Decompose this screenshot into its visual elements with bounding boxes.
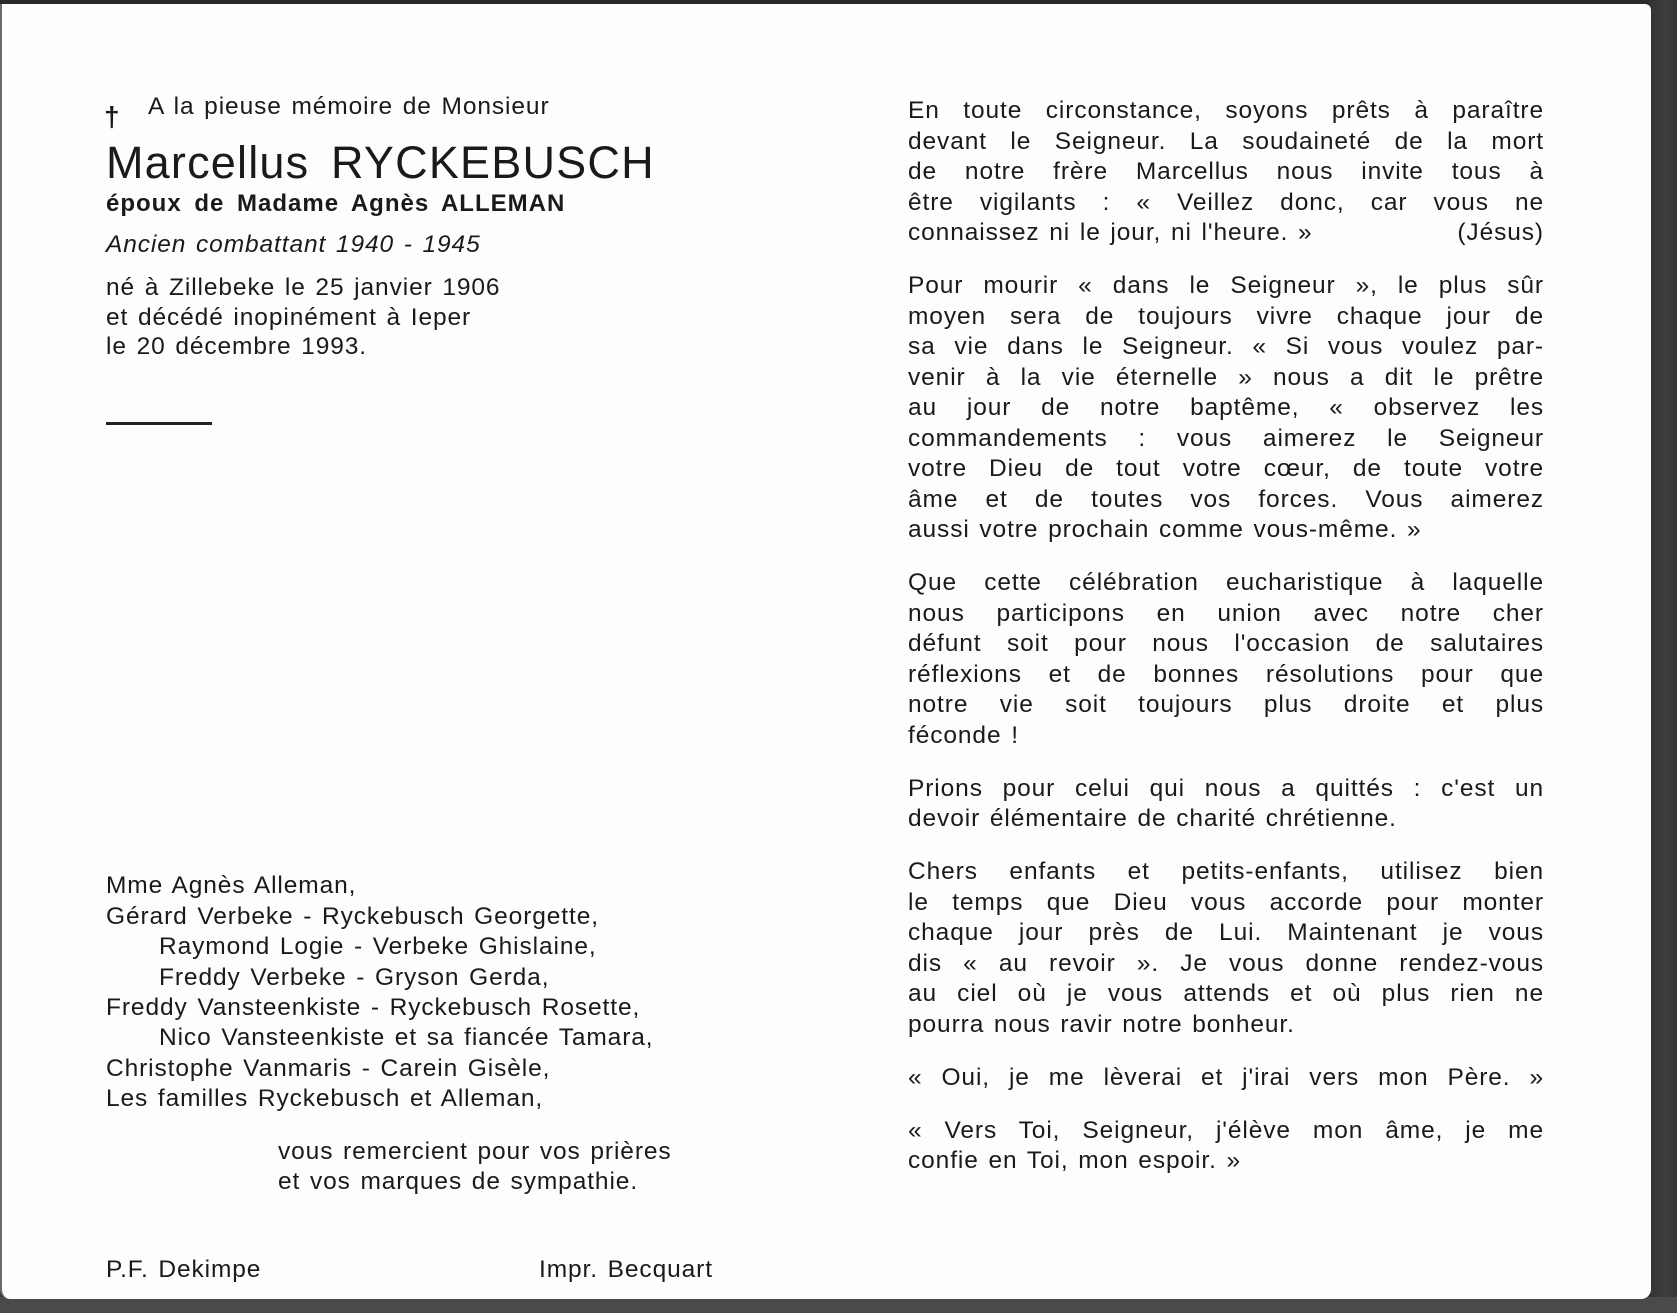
paragraph-last-line: pourra nous ravir notre bonheur. — [908, 1011, 1295, 1038]
family-line: Freddy Vansteenkiste - Ryckebusch Rosette, — [106, 994, 641, 1021]
family-line: Nico Vansteenkiste et sa fiancée Tamara, — [159, 1024, 654, 1051]
paragraph-line: dis « au revoir ». Je vous donne rendez-vous — [908, 950, 1544, 977]
paragraph-line: Prions pour celui qui nous a quittés : c'est un — [908, 775, 1544, 802]
divider-rule — [106, 422, 212, 425]
paragraph-line: sa vie dans le Seigneur. « Si vous voulez par- — [908, 333, 1544, 360]
deceased-name: Marcellus RYCKEBUSCH — [106, 137, 655, 188]
paragraph-line: de notre frère Marcellus nous invite tous à — [908, 158, 1544, 185]
paragraph-line: notre vie soit toujours plus droite et plus — [908, 691, 1544, 718]
quote-end-text: connaissez ni le jour, ni l'heure. » — [908, 219, 1313, 246]
intro-text: A la pieuse mémoire de Monsieur — [148, 93, 550, 120]
family-line: Mme Agnès Alleman, — [106, 872, 357, 899]
paragraph-line: être vigilants : « Veillez donc, car vous ne — [908, 189, 1544, 216]
death-line: et décédé inopinément à Ieper — [106, 304, 472, 331]
paragraph-last-line: « Oui, je me lèverai et j'irai vers mon Père. » — [908, 1064, 1544, 1091]
family-line: Les familles Ryckebusch et Alleman, — [106, 1085, 544, 1112]
paragraph-line: commandements : vous aimerez le Seigneur — [908, 425, 1544, 452]
paragraph-line: le temps que Dieu vous accorde pour monter — [908, 889, 1544, 916]
paragraph-last-line: féconde ! — [908, 722, 1019, 749]
paragraph-line: Pour mourir « dans le Seigneur », le plus sûr — [908, 272, 1544, 299]
paragraph-line: nous participons en union avec notre cher — [908, 600, 1544, 627]
paragraph-line: au ciel où je vous attends et où plus rien ne — [908, 980, 1544, 1007]
paragraph-line: « Vers Toi, Seigneur, j'élève mon âme, je me — [908, 1117, 1544, 1144]
paragraph-line: Que cette célébration eucharistique à laquelle — [908, 569, 1544, 596]
paragraph-line: En toute circonstance, soyons prêts à paraître — [908, 97, 1544, 124]
birth-line: né à Zillebeke le 25 janvier 1906 — [106, 274, 501, 301]
paragraph-line: au jour de notre baptême, « observez les — [908, 394, 1544, 421]
paragraph-last-line: aussi votre prochain comme vous-même. » — [908, 516, 1422, 543]
paragraph-line: réflexions et de bonnes résolutions pour que — [908, 661, 1544, 688]
thanks-line: vous remercient pour vos prières — [278, 1138, 672, 1165]
paragraph-line: Chers enfants et petits-enfants, utilisez bien — [908, 858, 1544, 885]
paragraph-line: défunt soit pour nous l'occasion de salutaires — [908, 630, 1544, 657]
scan-background-right — [1649, 0, 1677, 1313]
paragraph-last-line: confie en Toi, mon espoir. » — [908, 1147, 1242, 1174]
paragraph-line: venir à la vie éternelle » nous a dit le prêtre — [908, 364, 1544, 391]
quote-attribution: (Jésus) — [1457, 219, 1544, 246]
printer-credit: Impr. Becquart — [539, 1256, 713, 1283]
cross-icon: † — [104, 101, 120, 132]
paragraph-last-line — [908, 221, 1544, 246]
thanks-line: et vos marques de sympathie. — [278, 1168, 639, 1195]
veteran-line: Ancien combattant 1940 - 1945 — [106, 231, 481, 258]
memorial-card — [0, 4, 1651, 1299]
paragraph-line: âme et de toutes vos forces. Vous aimerez — [908, 486, 1544, 513]
paragraph-line: votre Dieu de tout votre cœur, de toute votre — [908, 455, 1544, 482]
paragraph-last-line: devoir élémentaire de charité chrétienne. — [908, 805, 1397, 832]
paragraph-line: chaque jour près de Lui. Maintenant je vous — [908, 919, 1544, 946]
family-line: Raymond Logie - Verbeke Ghislaine, — [159, 933, 597, 960]
funeral-director: P.F. Dekimpe — [106, 1256, 262, 1283]
paragraph-line: moyen sera de toujours vivre chaque jour de — [908, 303, 1544, 330]
family-line: Gérard Verbeke - Ryckebusch Georgette, — [106, 903, 599, 930]
scan-background-bottom — [0, 1297, 1677, 1313]
paragraph-line: devant le Seigneur. La soudaineté de la mort — [908, 128, 1544, 155]
death-date-line: le 20 décembre 1993. — [106, 333, 367, 360]
family-line: Freddy Verbeke - Gryson Gerda, — [159, 964, 550, 991]
spouse-line: époux de Madame Agnès ALLEMAN — [106, 190, 566, 217]
family-line: Christophe Vanmaris - Carein Gisèle, — [106, 1055, 551, 1082]
